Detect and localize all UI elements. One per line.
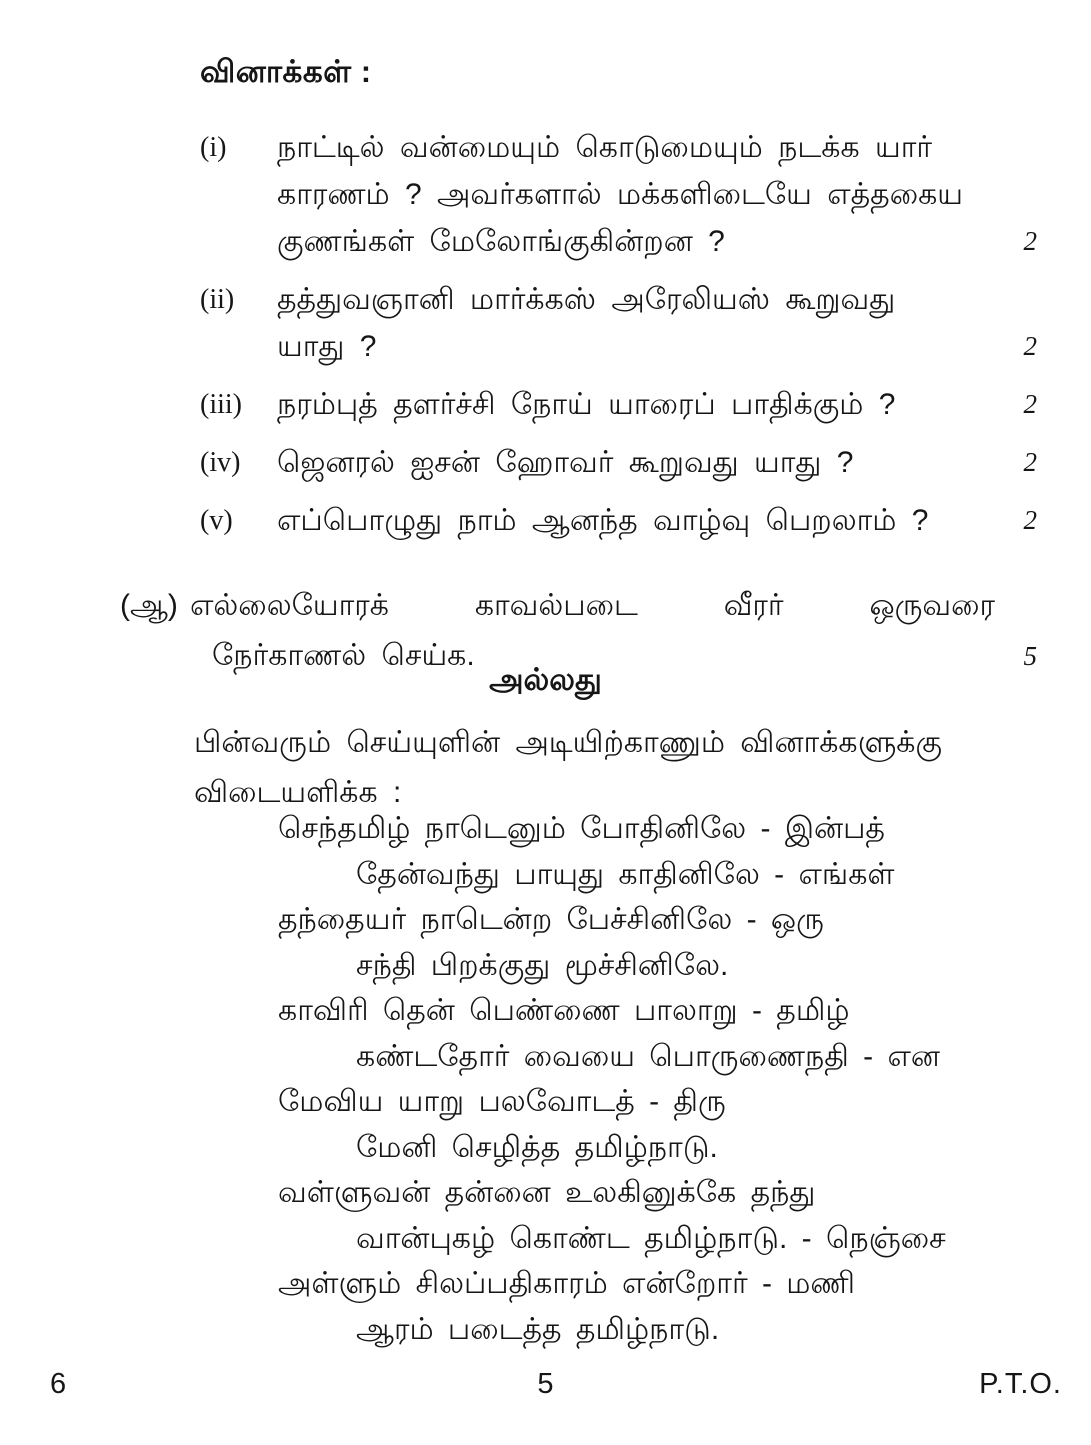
marks-value: 2 [1023,331,1037,361]
poem-line: மேனி செழித்த தமிழ்நாடு. [356,1130,718,1164]
question-text [277,276,991,370]
instruction-line: விடையளிக்க : [194,776,402,809]
poem-line: அள்ளும் சிலப்பதிகாரம் என்றோர் - மணி [278,1267,856,1300]
section-aa-word: எல்லையோரக் [190,589,389,622]
question-line: யாது ? [277,330,377,363]
poem-block [278,806,1031,1352]
poem-line: வான்புகழ் கொண்ட தமிழ்நாடு. - நெஞ்சை [356,1221,946,1255]
question-item-iv [200,439,1037,486]
pto-label: P.T.O. [979,1368,1062,1400]
poem-line: காவிரி தென் பெண்ணை பாலாறு - தமிழ் [278,994,850,1027]
question-text [277,497,991,544]
poem-line: தேன்வந்து பாயுது காதினிலே - எங்கள் [356,857,895,891]
instruction-line: பின்வரும் செய்யுளின் அடியிற்காணும் வினாக்களுக்கு [194,726,942,759]
marks-value: 2 [1023,447,1037,477]
marks-value: 2 [1023,505,1037,535]
question-line: காரணம் ? அவர்களால் மக்களிடையே எத்தகைய [277,178,964,211]
or-divider: அல்லது [489,662,602,697]
question-item-i [200,124,1037,265]
section-aa-word: வீரர் [723,589,784,622]
question-item-iii [200,381,1037,428]
poem-line: சந்தி பிறக்குது மூச்சினிலே. [356,948,729,982]
question-item-v [200,497,1037,544]
poem-line: கண்டதோர் வையை பொருணைநதி - என [356,1039,941,1073]
question-line: தத்துவஞானி மார்க்கஸ் அரேலியஸ் கூறுவது [277,283,896,316]
question-line: நரம்புத் தளர்ச்சி நோய் யாரைப் பாதிக்கும் ? [277,388,896,421]
page-number: 5 [537,1368,554,1400]
questions-list [200,124,1037,555]
question-text [277,124,991,265]
question-line: ஜெனரல் ஐசன் ஹோவர் கூறுவது யாது ? [277,446,854,479]
question-number: (i) [200,132,227,163]
section-aa-label: (ஆ) [120,589,178,622]
poem-line: மேவிய யாறு பலவோடத் - திரு [278,1085,726,1118]
marks-value: 5 [1023,641,1037,671]
question-line: குணங்கள் மேலோங்குகின்றன ? [277,225,725,258]
section-aa-line2-text: நேர்காணல் செய்க. [212,639,475,672]
question-text [277,381,991,428]
section-aa-line1 [190,581,1037,631]
section-aa-word: ஒருவரை [869,589,995,622]
booklet-number: 6 [50,1368,67,1400]
section-aa-word: காவல்படை [474,589,638,622]
questions-heading: வினாக்கள் : [200,54,372,89]
question-number: (v) [200,505,233,536]
question-line: நாட்டில் வன்மையும் கொடுமையும் நடக்க யார் [277,131,933,164]
poem-line: வள்ளுவன் தன்னை உலகினுக்கே தந்து [278,1176,816,1209]
question-number: (ii) [200,284,235,315]
poem-line: தந்தையர் நாடென்ற பேச்சினிலே - ஒரு [278,903,824,936]
poem-line: ஆரம் படைத்த தமிழ்நாடு. [356,1312,720,1346]
question-item-ii [200,276,1037,370]
marks-value: 2 [1023,226,1037,256]
poem-instruction [194,718,1011,818]
question-line: எப்பொழுது நாம் ஆனந்த வாழ்வு பெறலாம் ? [277,504,929,537]
poem-line: செந்தமிழ் நாடெனும் போதினிலே - இன்பத் [278,812,885,845]
marks-value: 2 [1023,389,1037,419]
question-text [277,439,991,486]
question-number: (iii) [200,389,242,420]
question-number: (iv) [200,447,241,478]
